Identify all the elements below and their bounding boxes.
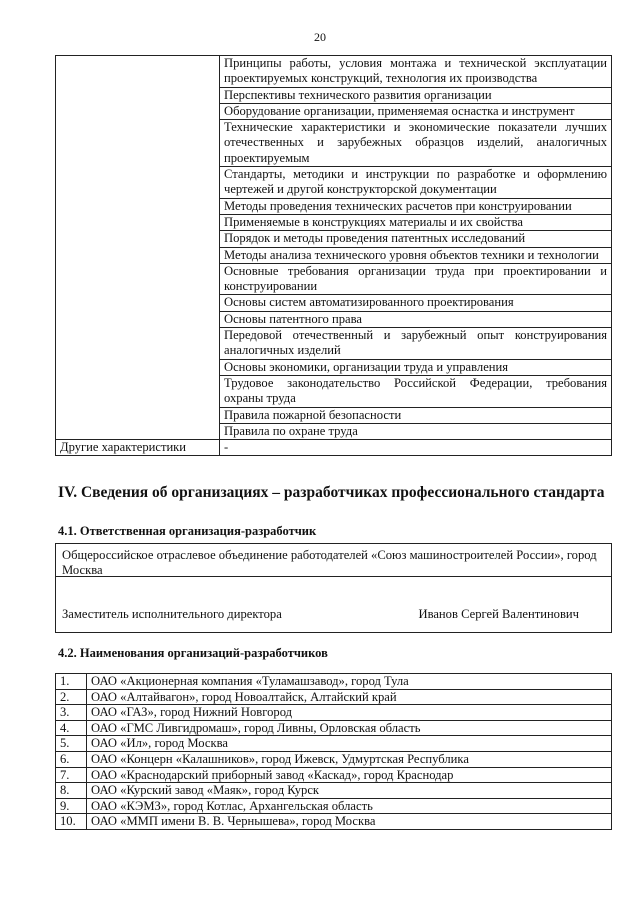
knowledge-item: Передовой отечественный и зарубежный опыт конструирования аналогичных изделий — [220, 328, 612, 360]
org-name: ОАО «Акционерная компания «Туламашзавод», город Тула — [87, 674, 612, 690]
knowledge-item: Применяемые в конструкциях материалы и их свойства — [220, 214, 612, 230]
org-row — [56, 767, 612, 783]
knowledge-item: Основы систем автоматизированного проектирования — [220, 295, 612, 311]
org-row — [56, 798, 612, 814]
knowledge-table — [55, 55, 612, 456]
knowledge-item: Основы экономики, организации труда и управления — [220, 359, 612, 375]
org-number: 6. — [56, 751, 87, 767]
knowledge-item: Правила по охране труда — [220, 423, 612, 439]
org-row — [56, 814, 612, 830]
section-title: IV. Сведения об организациях – разработчиках профессионального стандарта — [58, 484, 605, 501]
person-name: Иванов Сергей Валентинович — [418, 607, 579, 621]
knowledge-item: Технические характеристики и экономические показатели лучших отечественных и зарубежных образцов изделий, аналогичных проектируемым — [220, 120, 612, 167]
org-name: ОАО «КЭМЗ», город Котлас, Архангельская область — [87, 798, 612, 814]
knowledge-item: Принципы работы, условия монтажа и технической эксплуатации проектируемых конструкций, технология их производства — [220, 56, 612, 88]
org-name: ОАО «ГАЗ», город Нижний Новгород — [87, 705, 612, 721]
page-number: 20 — [314, 30, 326, 44]
other-label: Другие характеристики — [56, 440, 220, 456]
label-cell-empty — [56, 56, 220, 440]
org-name: Общероссийское отраслевое объединение работодателей «Союз машиностроителей России», город Москва — [55, 543, 612, 577]
position: Заместитель исполнительного директора — [62, 607, 282, 621]
knowledge-item: Стандарты, методики и инструкции по разработке и оформлению чертежей и другой конструкторской документации — [220, 167, 612, 199]
org-number: 8. — [56, 783, 87, 799]
org-number: 3. — [56, 705, 87, 721]
org-row — [56, 689, 612, 705]
org-name: ОАО «Ил», город Москва — [87, 736, 612, 752]
org-number: 10. — [56, 814, 87, 830]
subsection-title-4-2: 4.2. Наименования организаций-разработчиков — [58, 646, 328, 660]
org-number: 7. — [56, 767, 87, 783]
knowledge-item: Перспективы технического развития организации — [220, 87, 612, 103]
developer-orgs-table — [55, 673, 612, 830]
responsible-org-box — [55, 543, 612, 633]
org-name: ОАО «Курский завод «Маяк», город Курск — [87, 783, 612, 799]
org-row — [56, 720, 612, 736]
subsection-title-4-1: 4.1. Ответственная организация-разработчик — [58, 524, 317, 538]
signature-cell — [55, 577, 612, 633]
org-number: 2. — [56, 689, 87, 705]
org-number: 5. — [56, 736, 87, 752]
org-row — [56, 736, 612, 752]
org-number: 9. — [56, 798, 87, 814]
org-name: ОАО «ММП имени В. В. Чернышева», город Москва — [87, 814, 612, 830]
knowledge-item: Оборудование организации, применяемая оснастка и инструмент — [220, 103, 612, 119]
other-value: - — [220, 440, 612, 456]
org-row — [56, 783, 612, 799]
knowledge-item: Методы анализа технического уровня объектов техники и технологии — [220, 247, 612, 263]
org-row — [56, 705, 612, 721]
org-number: 4. — [56, 720, 87, 736]
knowledge-item: Методы проведения технических расчетов при конструировании — [220, 198, 612, 214]
org-name: ОАО «ГМС Ливгидромаш», город Ливны, Орловская область — [87, 720, 612, 736]
org-name: ОАО «Краснодарский приборный завод «Каскад», город Краснодар — [87, 767, 612, 783]
table-row-other — [56, 440, 612, 456]
knowledge-item: Порядок и методы проведения патентных исследований — [220, 231, 612, 247]
org-row — [56, 674, 612, 690]
org-name: ОАО «Концерн «Калашников», город Ижевск, Удмуртская Республика — [87, 751, 612, 767]
org-name: ОАО «Алтайвагон», город Новоалтайск, Алтайский край — [87, 689, 612, 705]
knowledge-item: Правила пожарной безопасности — [220, 407, 612, 423]
knowledge-item: Трудовое законодательство Российской Федерации, требования охраны труда — [220, 375, 612, 407]
knowledge-item: Основы патентного права — [220, 311, 612, 327]
org-row — [56, 751, 612, 767]
knowledge-item: Основные требования организации труда при проектировании и конструировании — [220, 263, 612, 295]
org-number: 1. — [56, 674, 87, 690]
table-row — [56, 56, 612, 88]
